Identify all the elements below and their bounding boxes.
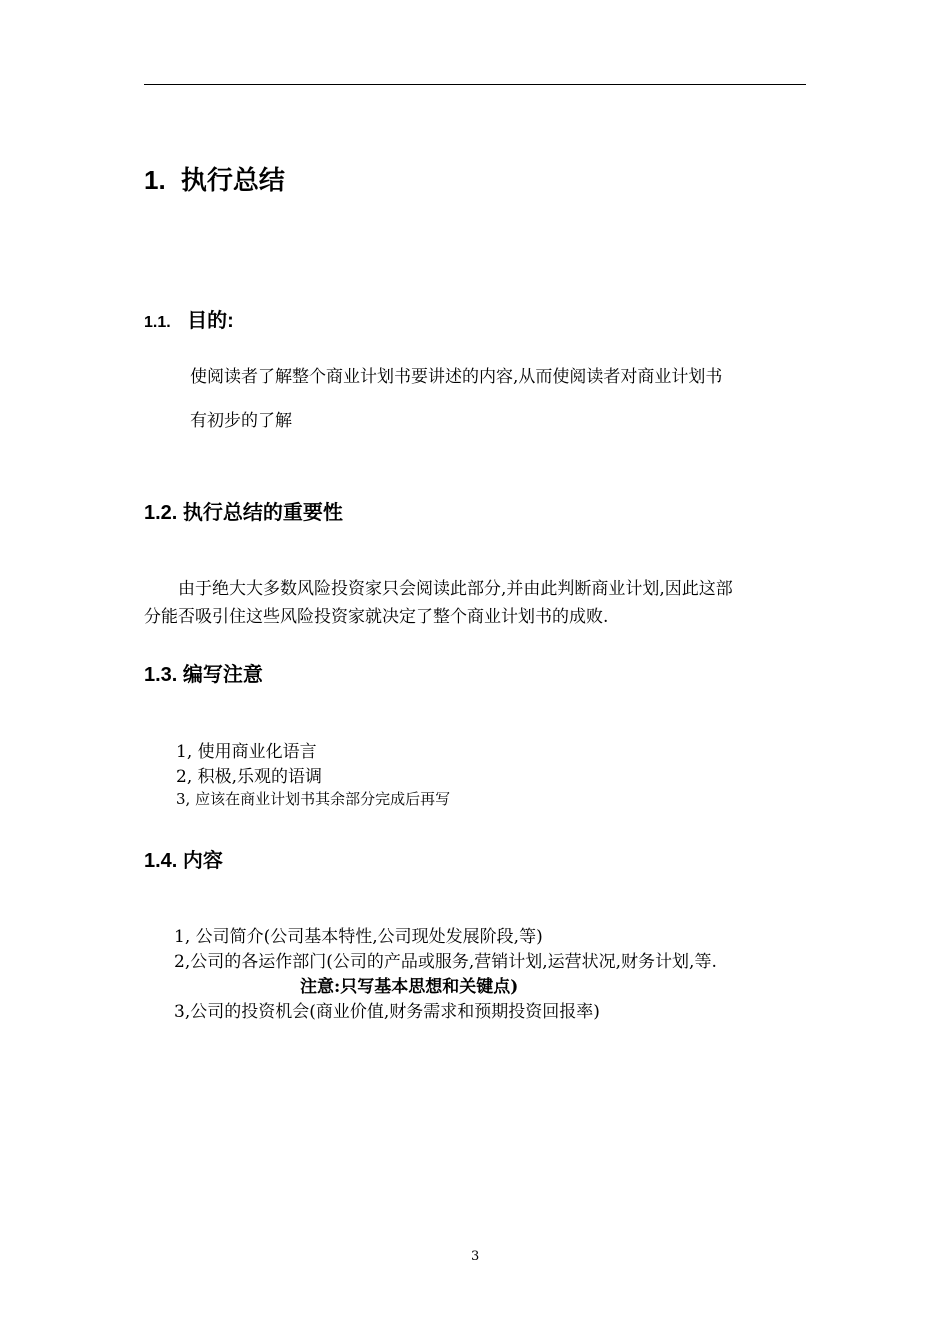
- importance-line-1: 由于绝大大多数风险投资家只会阅读此部分,并由此判断商业计划,因此这部: [178, 579, 733, 599]
- content-item-1: 1, 公司简介(公司基本特性,公司现处发展阶段,等): [174, 927, 543, 947]
- purpose-line-2: 有初步的了解: [190, 411, 292, 431]
- importance-line-2: 分能否吸引住这些风险投资家就决定了整个商业计划书的成败.: [144, 607, 609, 627]
- page-number: 3: [471, 1249, 480, 1264]
- writing-note-item-1: 1, 使用商业化语言: [176, 742, 317, 762]
- heading-1-1-title: 目的:: [187, 310, 234, 332]
- writing-note-item-2: 2, 积极,乐观的语调: [176, 767, 323, 787]
- heading-1-4: 1.4. 内容: [144, 850, 223, 872]
- header-rule: [144, 84, 806, 85]
- heading-1-3: 1.3. 编写注意: [144, 664, 263, 686]
- content-item-3: 3,公司的投资机会(商业价值,财务需求和预期投资回报率): [174, 1002, 600, 1022]
- heading-1-1-number: 1.1.: [144, 314, 171, 331]
- heading-1-2: 1.2. 执行总结的重要性: [144, 502, 343, 524]
- heading-1-title: 执行总结: [180, 165, 285, 195]
- heading-1-1: [144, 304, 234, 333]
- writing-note-item-3: 3, 应该在商业计划书其余部分完成后再写: [176, 790, 451, 808]
- content-item-2: 2,公司的各运作部门(公司的产品或服务,营销计划,运营状况,财务计划,等.: [174, 952, 717, 972]
- purpose-line-1: 使阅读者了解整个商业计划书要讲述的内容,从而使阅读者对商业计划书: [190, 367, 723, 387]
- content-note: 注意:只写基本思想和关键点): [300, 977, 519, 997]
- heading-1: [144, 160, 285, 197]
- heading-1-number: 1.: [144, 165, 166, 195]
